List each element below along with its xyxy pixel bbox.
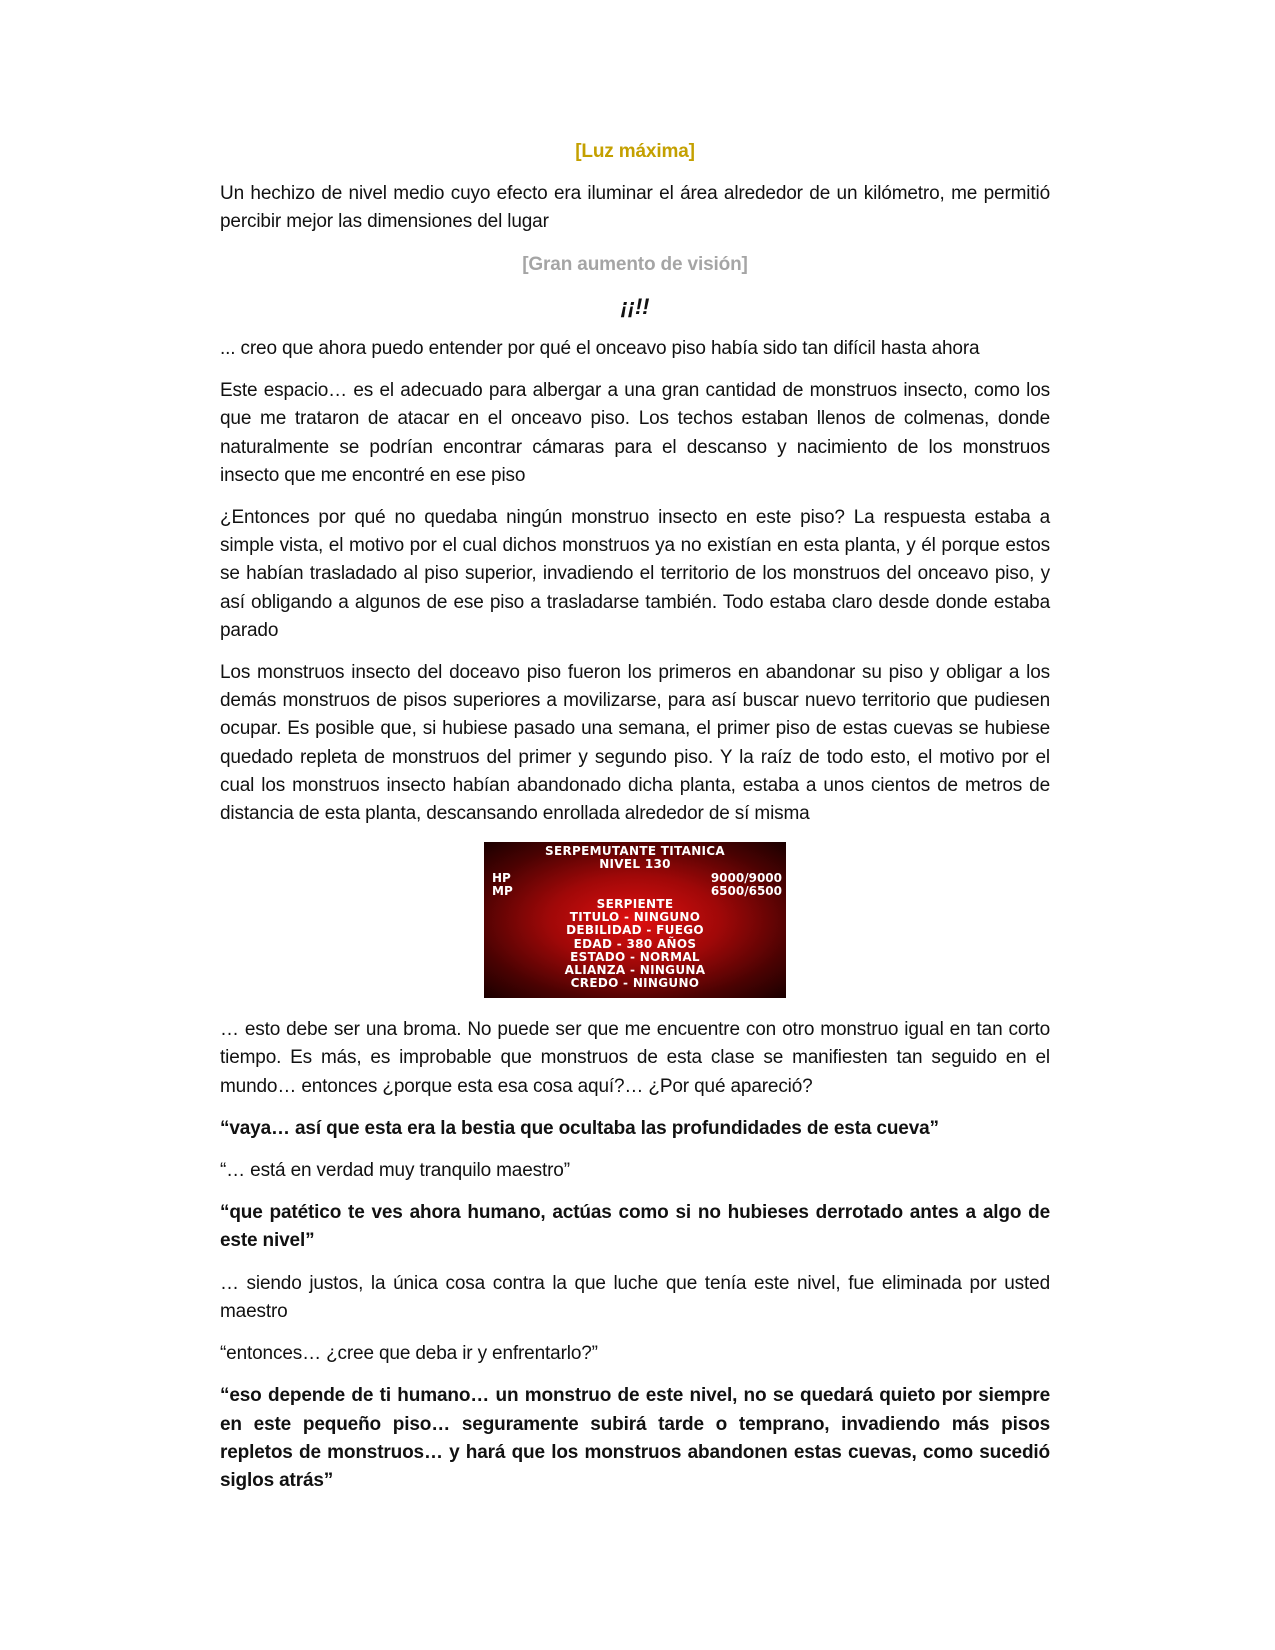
- document-page: [220, 138, 1050, 1509]
- dialogue-quote-1: “vaya… así que esta era la bestia que ocultaba las profundidades de esta cueva”: [220, 1117, 939, 1139]
- heading-luz-maxima: [Luz máxima]: [575, 141, 695, 162]
- status-window-wrapper: [220, 842, 1050, 998]
- status-weakness: DEBILIDAD - FUEGO: [566, 923, 704, 938]
- paragraph-2: ... creo que ahora puedo entender por qué el onceavo piso había sido tan difícil hasta ahora: [220, 338, 980, 360]
- heading-gran-aumento-vision: [Gran aumento de visión]: [522, 253, 748, 275]
- status-title: TITULO - NINGUNO: [569, 910, 701, 925]
- status-level: NIVEL 130: [599, 857, 671, 872]
- status-mp-label: MP: [492, 883, 513, 898]
- status-type: SERPIENTE: [596, 897, 674, 912]
- paragraph-4: ¿Entonces por qué no quedaba ningún monstruo insecto en este piso? La respuesta estaba a simple vista, el motivo por el cual dichos monstruos ya no existían en esta planta, y él porque estos se habían trasladado al piso superior, invadiendo el territorio de los monstruos del onceavo piso, y así obligando a algunos de ese piso a trasladarse también. Todo estaba claro desde donde estaba parado: [220, 507, 1050, 641]
- status-creed: CREDO - NINGUNO: [570, 976, 700, 991]
- paragraph-7: … siendo justos, la única cosa contra la que luche que tenía este nivel, fue eliminada por usted maestro: [220, 1272, 1050, 1322]
- monster-status-card: [484, 842, 786, 998]
- exclamation: ¡¡!!: [620, 293, 650, 319]
- paragraph-6: … esto debe ser una broma. No puede ser que me encuentre con otro monstruo igual en tan corto tiempo. Es más, es improbable que monstruos de esta clase se manifiesten tan seguido en el mundo… entonces ¿porque esta esa cosa aquí?… ¿Por qué apareció?: [220, 1019, 1050, 1097]
- status-age: EDAD - 380 AÑOS: [573, 936, 697, 951]
- paragraph-1: Un hechizo de nivel medio cuyo efecto era iluminar el área alrededor de un kilómetro, me permitió percibir mejor las dimensiones del lugar: [220, 183, 1050, 233]
- status-hp-label: HP: [492, 870, 511, 885]
- status-name: SERPEMUTANTE TITANICA: [545, 844, 725, 859]
- status-state: ESTADO - NORMAL: [570, 949, 700, 964]
- status-alliance: ALIANZA - NINGUNA: [564, 963, 706, 978]
- status-hp-value: 9000/9000: [710, 870, 782, 885]
- paragraph-5: Los monstruos insecto del doceavo piso fueron los primeros en abandonar su piso y obligar a los demás monstruos de pisos superiores a movilizarse, para así buscar nuevo territorio que pudiesen ocupar. Es posible que, si hubiese pasado una semana, el primer piso de estas cuevas se hubiese quedado repleta de monstruos del primer y segundo piso. Y la raíz de todo esto, el motivo por el cual los monstruos insecto habían abandonado dicha planta, estaba a unos cientos de metros de distancia de esta planta, descansando enrollada alrededor de sí misma: [220, 662, 1050, 825]
- dialogue-quote-5: “eso depende de ti humano… un monstruo de este nivel, no se quedará quieto por siempre en este pequeño piso… seguramente subirá tarde o temprano, invadiendo más pisos repletos de monstruos… y hará que los monstruos abandonen estas cuevas, como sucedió siglos atrás”: [220, 1385, 1050, 1491]
- dialogue-quote-3: “que patético te ves ahora humano, actúas como si no hubieses derrotado antes a algo de este nivel”: [220, 1202, 1050, 1252]
- paragraph-3: Este espacio… es el adecuado para albergar a una gran cantidad de monstruos insecto, como los que me trataron de atacar en el onceavo piso. Los techos estaban llenos de colmenas, donde naturalmente se podrían encontrar cámaras para el descanso y nacimiento de los monstruos insecto que me encontré en ese piso: [220, 380, 1050, 486]
- dialogue-quote-4: “entonces… ¿cree que deba ir y enfrentarlo?”: [220, 1343, 598, 1365]
- status-mp-value: 6500/6500: [710, 883, 782, 898]
- status-hp-row: [484, 872, 786, 885]
- dialogue-quote-2: “… está en verdad muy tranquilo maestro”: [220, 1160, 570, 1182]
